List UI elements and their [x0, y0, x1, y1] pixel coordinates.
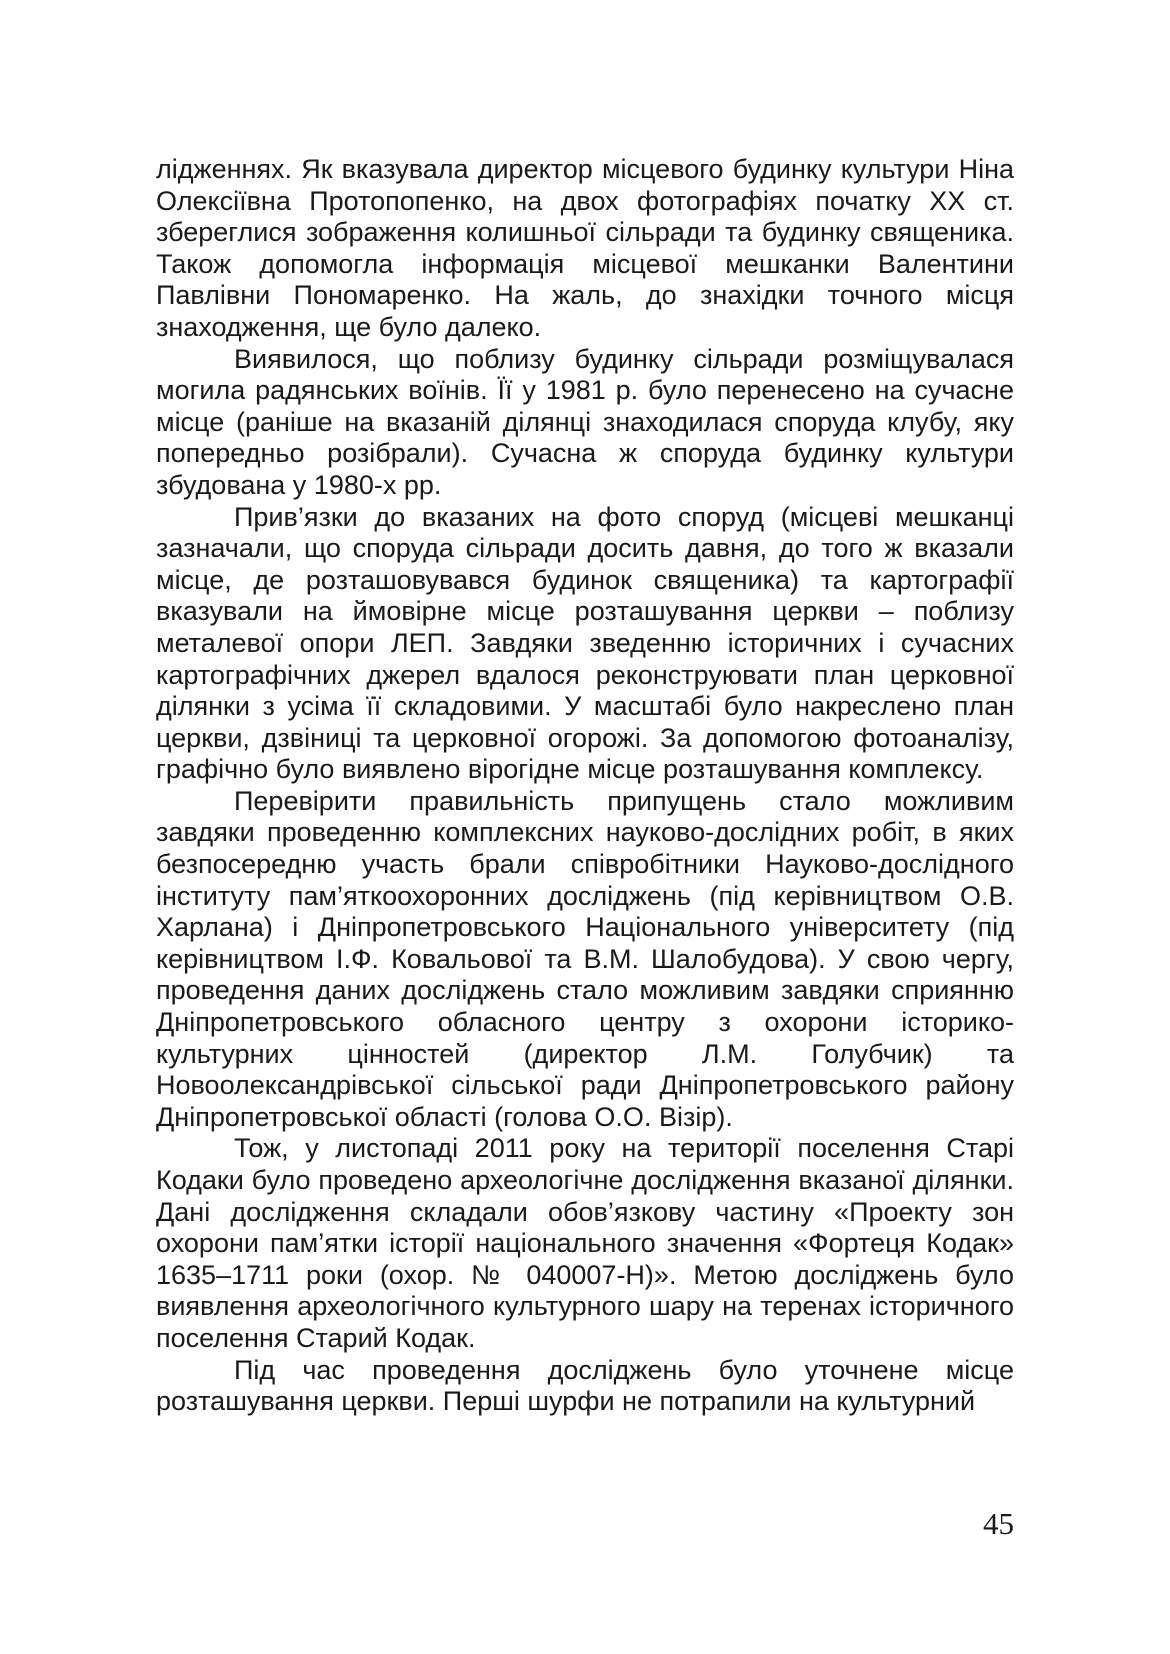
body-text — [156, 154, 1014, 1418]
paragraph-2: Виявилося, що поблизу будинку сільради розміщувалася могила радянських воїнів. Її у 1981 р. було перенесено на сучасне місце (раніше на вказаній ділянці знаходилася споруда клубу, яку попередньо розібрали). Сучасна ж споруда будинку культури збудована у 1980-х рр. — [156, 343, 1014, 500]
paragraph-5: Тож, у листопаді 2011 року на території поселення Старі Кодаки було проведено археологічне дослідження вказаної ділянки. Дані дослідження складали обов’язкову частину «Проекту зон охорони пам’ятки історії національного значення «Фортеця Кодак» 1635–1711 роки (охор. № 040007-Н)». Метою досліджень було виявлення археологічного культурного шару на теренах історичного поселення Старий Кодак. — [156, 1133, 1014, 1353]
paragraph-1: лідженнях. Як вказувала директор місцевого будинку культури Ніна Олексіївна Протопопенко, на двох фотографіях початку ХХ ст. збереглися зображення колишньої сільради та будинку священика. Також допомогла інформація місцевої мешканки Валентини Павлівни Пономаренко. На жаль, до знахідки точного місця знаходження, ще було далеко. — [156, 154, 1014, 342]
page-number: 45 — [983, 1506, 1014, 1541]
paragraph-3: Прив’язки до вказаних на фото споруд (місцеві мешканці зазначали, що споруда сільради досить давня, до того ж вказали місце, де розташовувався будинок священика) та картографії вказували на ймовірне місце розташування церкви – поблизу металевої опори ЛЕП. Завдяки зведенню історичних і сучасних картографічних джерел вдалося реконструювати план церковної ділянки з усіма її складовими. У масштабі було накреслено план церкви, дзвіниці та церковної огорожі. За допомогою фотоаналізу, графічно було виявлено вірогідне місце розташування комплексу. — [156, 501, 1014, 785]
paragraph-4: Перевірити правильність припущень стало можливим завдяки проведенню комплексних науково-дослідних робіт, в яких безпосередню участь брали співробітники Науково-дослідного інституту пам’яткоохоронних досліджень (під керівництвом О.В. Харлана) і Дніпропетровського Національного університету (під керівництвом І.Ф. Ковальової та В.М. Шалобудова). У свою чергу, проведення даних досліджень стало можливим завдяки сприянню Дніпропетровського обласного центру з охорони історико-культурних цінностей (директор Л.М. Голубчик) та Новоолександрівської сільської ради Дніпропетровського району Дніпропетровської області (голова О.О. Візір). — [156, 785, 1014, 1132]
paragraph-6: Під час проведення досліджень було уточнене місце розташування церкви. Перші шурфи не потрапили на культурний — [156, 1354, 1014, 1417]
